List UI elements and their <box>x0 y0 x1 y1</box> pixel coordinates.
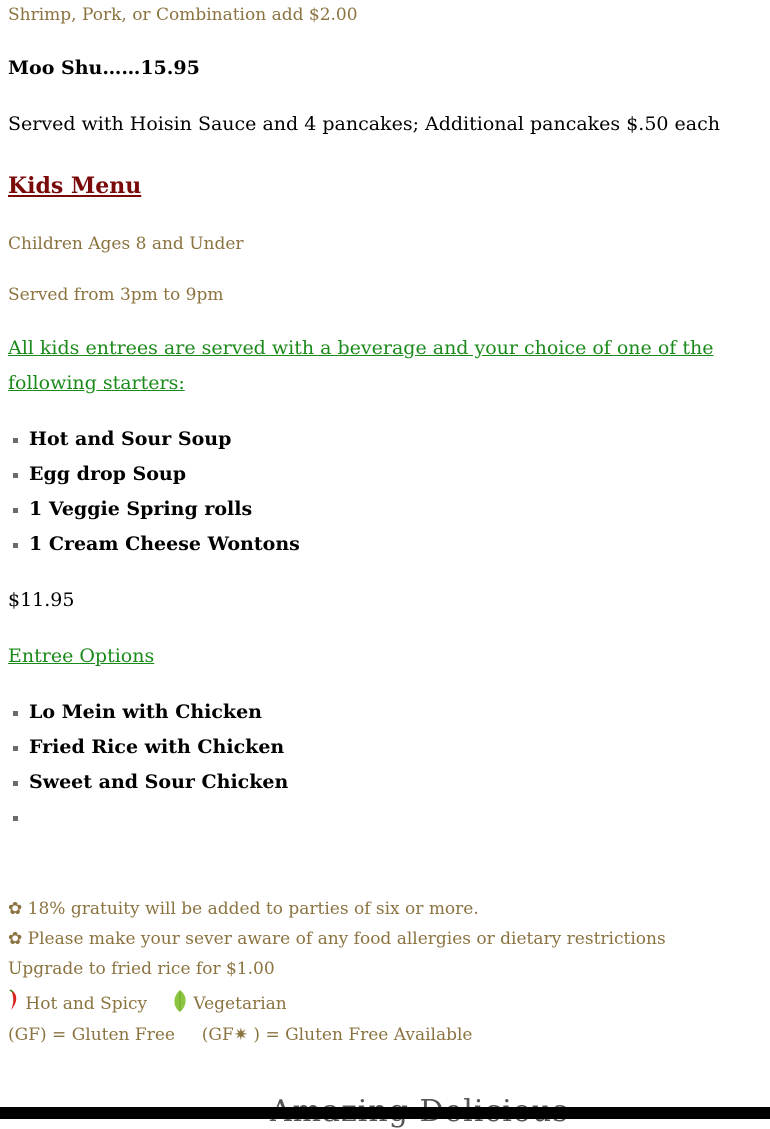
bullet-icon <box>13 543 18 548</box>
bullet-icon <box>13 746 18 751</box>
list-item <box>8 730 288 765</box>
bullet-icon <box>13 781 18 786</box>
footer-bar <box>0 1107 770 1119</box>
hot-spicy-label: Hot and Spicy <box>25 994 148 1014</box>
starter-label: 1 Veggie Spring rolls <box>29 498 253 520</box>
entree-options-link[interactable]: Entree Options <box>8 645 155 667</box>
leaf-icon <box>172 989 188 1018</box>
upgrade-note: Upgrade to fried rice for $1.00 <box>8 959 275 979</box>
starter-label: Hot and Sour Soup <box>29 428 232 450</box>
kids-price: $11.95 <box>8 589 75 611</box>
list-item <box>8 457 300 492</box>
entree-list <box>8 695 288 835</box>
kids-menu-title[interactable]: Kids Menu <box>8 173 142 199</box>
chili-pepper-icon <box>8 989 20 1016</box>
entree-label: Fried Rice with Chicken <box>29 736 285 758</box>
moo-shu-title: Moo Shu……15.95 <box>8 57 200 79</box>
bullet-icon <box>13 816 18 821</box>
starters-list <box>8 422 300 562</box>
entree-label: Lo Mein with Chicken <box>29 701 262 723</box>
starters-intro-link[interactable]: All kids entrees are served with a beverage and your choice of one of the following starters: <box>8 337 714 394</box>
starter-label: Egg drop Soup <box>29 463 187 485</box>
list-item <box>8 527 300 562</box>
gratuity-note: ✿ 18% gratuity will be added to parties of six or more. <box>8 899 479 919</box>
bullet-icon <box>13 711 18 716</box>
vegetarian-label: Vegetarian <box>193 994 287 1014</box>
gluten-legend-row <box>8 1025 472 1045</box>
list-item <box>8 765 288 800</box>
gluten-free-available-label: (GF✷ ) = Gluten Free Available <box>201 1025 473 1045</box>
kids-age-note: Children Ages 8 and Under <box>8 234 244 254</box>
list-item <box>8 492 300 527</box>
moo-shu-description: Served with Hoisin Sauce and 4 pancakes; Additional pancakes $.50 each <box>8 113 720 135</box>
combination-note: Shrimp, Pork, or Combination add $2.00 <box>8 5 358 25</box>
starter-label: 1 Cream Cheese Wontons <box>29 533 300 555</box>
bullet-icon <box>13 508 18 513</box>
list-item <box>8 695 288 730</box>
kids-hours-note: Served from 3pm to 9pm <box>8 285 224 305</box>
bullet-icon <box>13 473 18 478</box>
bullet-icon <box>13 438 18 443</box>
legend-row <box>8 989 287 1018</box>
gluten-free-label: (GF) = Gluten Free <box>8 1025 175 1045</box>
list-item <box>8 800 288 835</box>
list-item <box>8 422 300 457</box>
allergy-note: ✿ Please make your sever aware of any food allergies or dietary restrictions <box>8 929 666 949</box>
entree-label: Sweet and Sour Chicken <box>29 771 289 793</box>
